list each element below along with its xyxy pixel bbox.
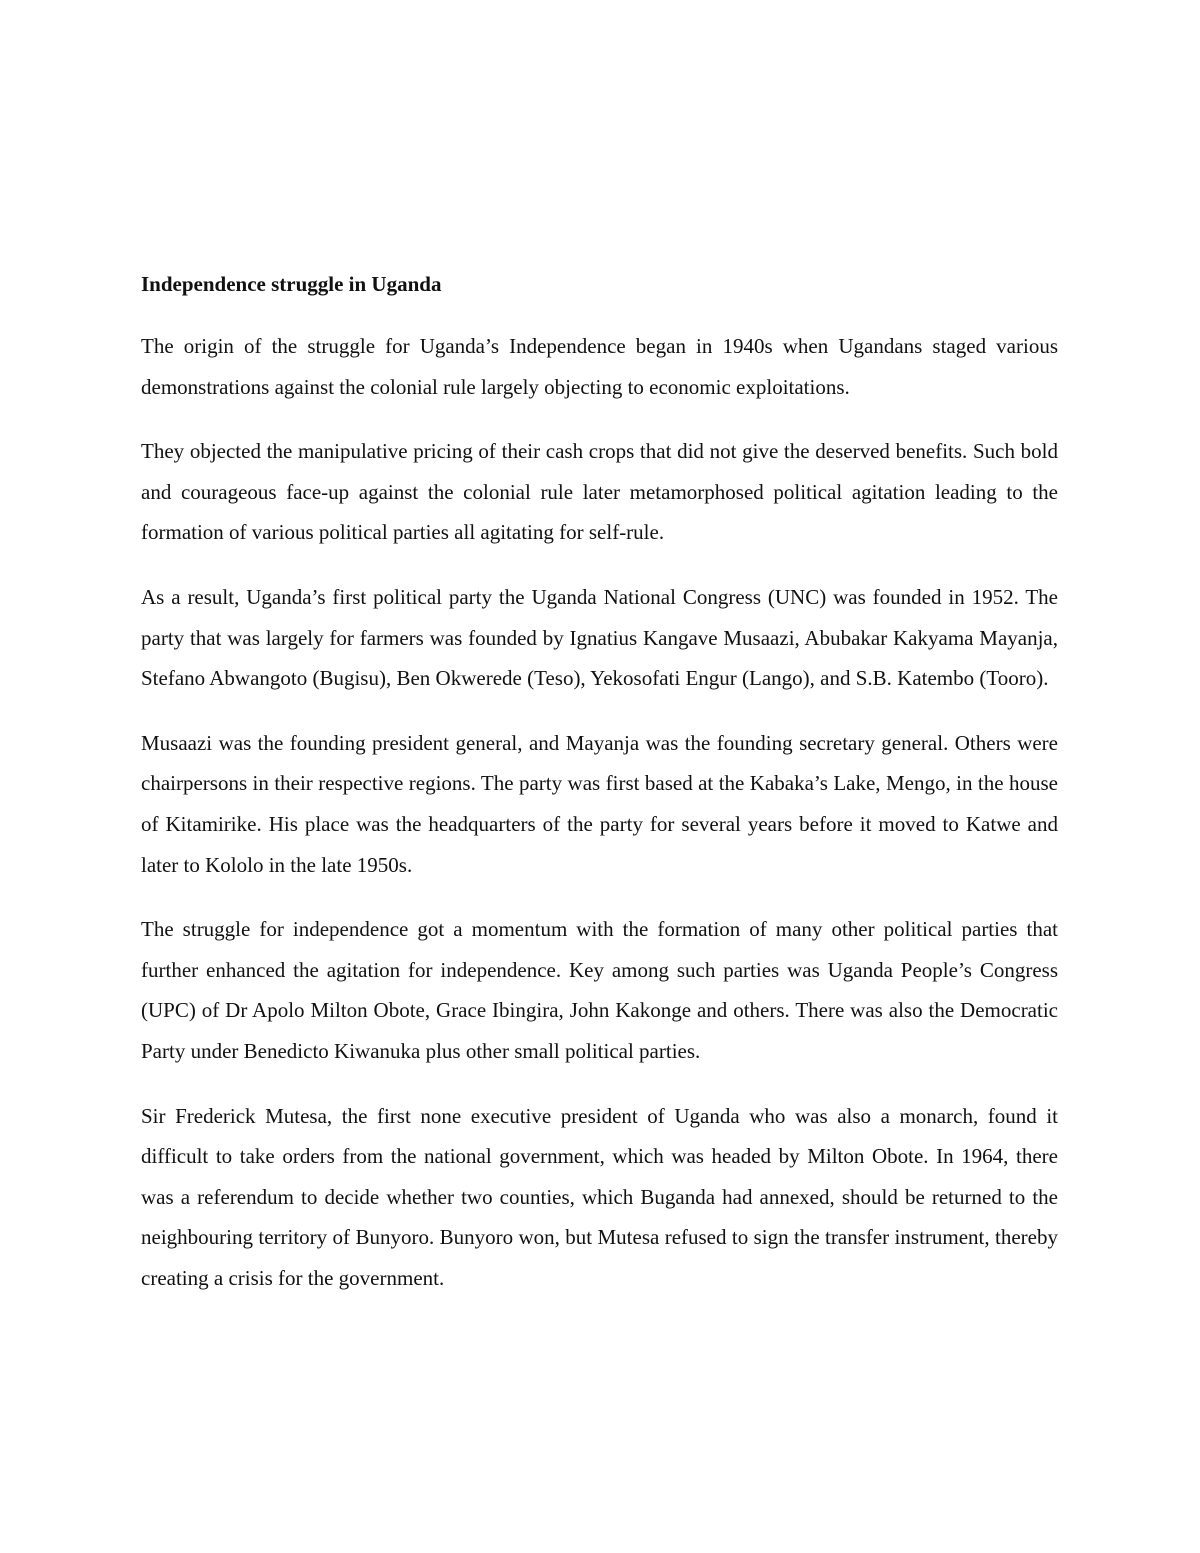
paragraph-musaazi: Musaazi was the founding president general, and Mayanja was the founding secretary general. Others were chairpersons in their respective regions. The party was first based at the Kabaka’s Lake, Mengo, in the house of Kitamirike. His place was the headquarters of the party for several years before it moved to Katwe and later to Kololo in the late 1950s. xyxy=(141,730,1058,877)
paragraph-mutesa: Sir Frederick Mutesa, the first none executive president of Uganda who was also a monarch, found it difficult to take orders from the national government, which was headed by Milton Obote. In 1964, there was a referendum to decide whether two counties, which Buganda had annexed, should be returned to the neighbouring territory of Bunyoro. Bunyoro won, but Mutesa refused to sign the transfer instrument, thereby creating a crisis for the government. xyxy=(141,1103,1058,1290)
paragraph-origin: The origin of the struggle for Uganda’s Independence began in 1940s when Ugandans staged various demonstrations against the colonial rule largely objecting to economic exploitations. xyxy=(141,334,1058,399)
paragraph-other-parties: The struggle for independence got a momentum with the formation of many other political parties that further enhanced the agitation for independence. Key among such parties was Uganda People’s Congress (UPC) of Dr Apolo Milton Obote, Grace Ibingira, John Kakonge and others. There was also the Democratic Party under Benedicto Kiwanuka plus other small political parties. xyxy=(141,917,1058,1063)
document-body xyxy=(141,266,1058,1298)
paragraph-unc-founding: As a result, Uganda’s first political party the Uganda National Congress (UNC) was founded in 1952. The party that was largely for farmers was founded by Ignatius Kangave Musaazi, Abubakar Kakyama Mayanja, Stefano Abwangoto (Bugisu), Ben Okwerede (Teso), Yekosofati Engur (Lango), and S.B. Katembo (Tooro). xyxy=(141,584,1058,691)
paragraph-cash-crops: They objected the manipulative pricing of their cash crops that did not give the deserved benefits. Such bold and courageous face-up against the colonial rule later metamorphosed political agitation leading to the formation of various political parties all agitating for self-rule. xyxy=(141,439,1058,545)
document-title: Independence struggle in Uganda xyxy=(141,272,442,296)
